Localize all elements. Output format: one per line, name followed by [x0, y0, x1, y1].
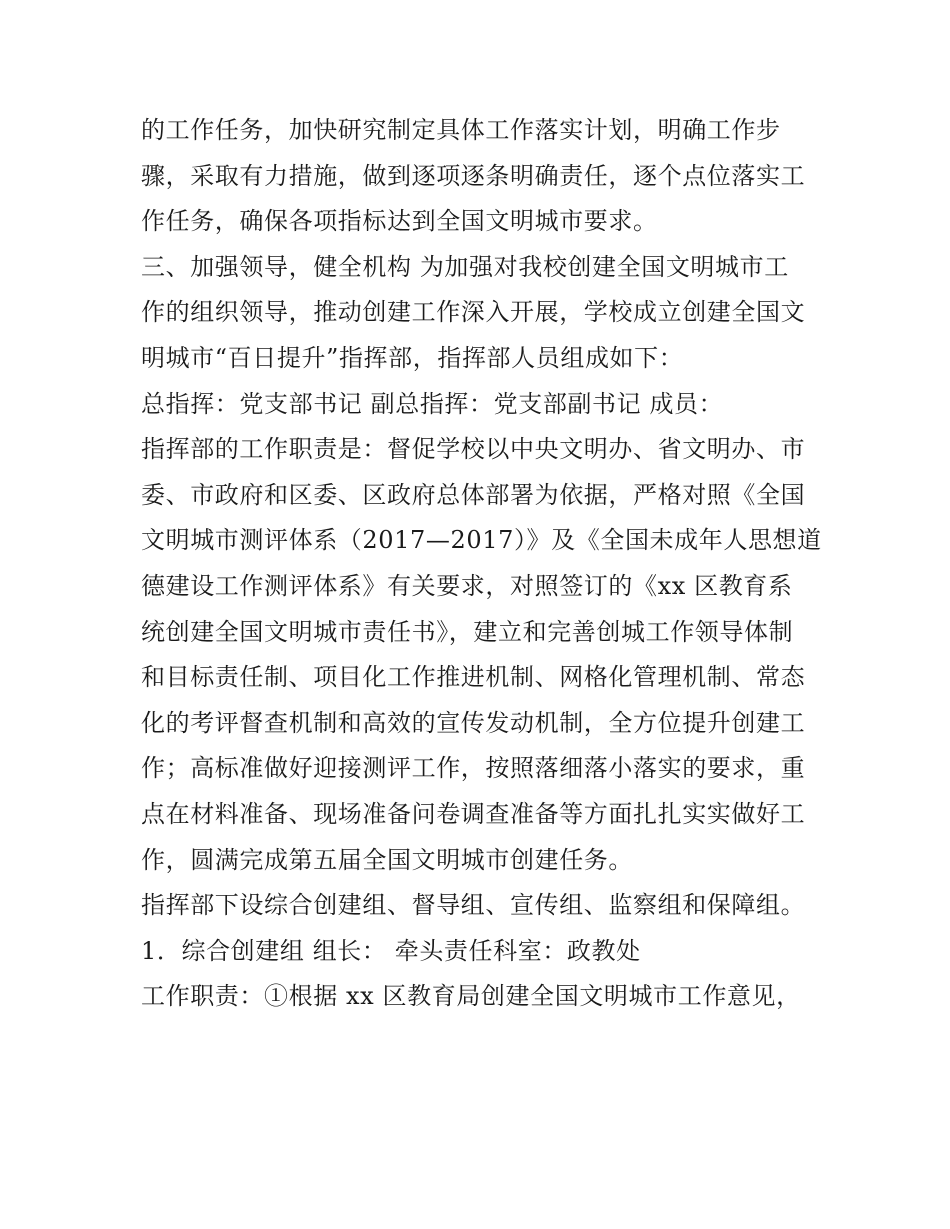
text-line-15: 作；高标准做好迎接测评工作，按照落细落小落实的要求，重 — [141, 754, 806, 783]
text-line-13: 和目标责任制、项目化工作推进机制、网格化管理机制、常态 — [141, 663, 806, 692]
text-line-7: 总指挥：党支部书记 副总指挥：党支部副书记 成员： — [141, 389, 724, 418]
text-line-18: 指挥部下设综合创建组、督导组、宣传组、监察组和保障组。 — [141, 891, 806, 920]
text-line-16: 点在材料准备、现场准备问卷调查准备等方面扎扎实实做好工 — [141, 799, 806, 828]
text-line-11: 德建设工作测评体系》有关要求，对照签订的《xx 区教育系 — [141, 571, 793, 600]
text-line-2: 骤，采取有力措施，做到逐项逐条明确责任，逐个点位落实工 — [141, 161, 806, 190]
list-item-1-line: 1．综合创建组 组长： 牵头责任科室：政教处 — [141, 936, 641, 965]
text-line-12: 统创建全国文明城市责任书》，建立和完善创城工作领导体制 — [141, 617, 794, 646]
text-line-10: 文明城市测评体系（2017—2017）》及《全国未成年人思想道 — [141, 526, 822, 555]
text-line-20: 工作职责：①根据 xx 区教育局创建全国文明城市工作意见， — [141, 982, 801, 1011]
text-line-14: 化的考评督查机制和高效的宣传发动机制，全方位提升创建工 — [141, 708, 806, 737]
text-line-3: 作任务，确保各项指标达到全国文明城市要求。 — [141, 207, 658, 236]
section-heading-line: 三、加强领导，健全机构 为加强对我校创建全国文明城市工 — [141, 252, 789, 281]
text-line-1: 的工作任务，加快研究制定具体工作落实计划，明确工作步 — [141, 116, 781, 144]
text-line-6: 明城市“百日提升”指挥部，指挥部人员组成如下： — [141, 343, 684, 372]
text-line-9: 委、市政府和区委、区政府总体部署为依据，严格对照《全国 — [141, 480, 806, 509]
text-line-8: 指挥部的工作职责是：督促学校以中央文明办、省文明办、市 — [141, 435, 806, 464]
text-line-17: 作，圆满完成第五届全国文明城市创建任务。 — [141, 845, 633, 874]
body-text — [141, 108, 821, 1020]
text-line-5: 作的组织领导，推动创建工作深入开展，学校成立创建全国文 — [141, 298, 806, 327]
